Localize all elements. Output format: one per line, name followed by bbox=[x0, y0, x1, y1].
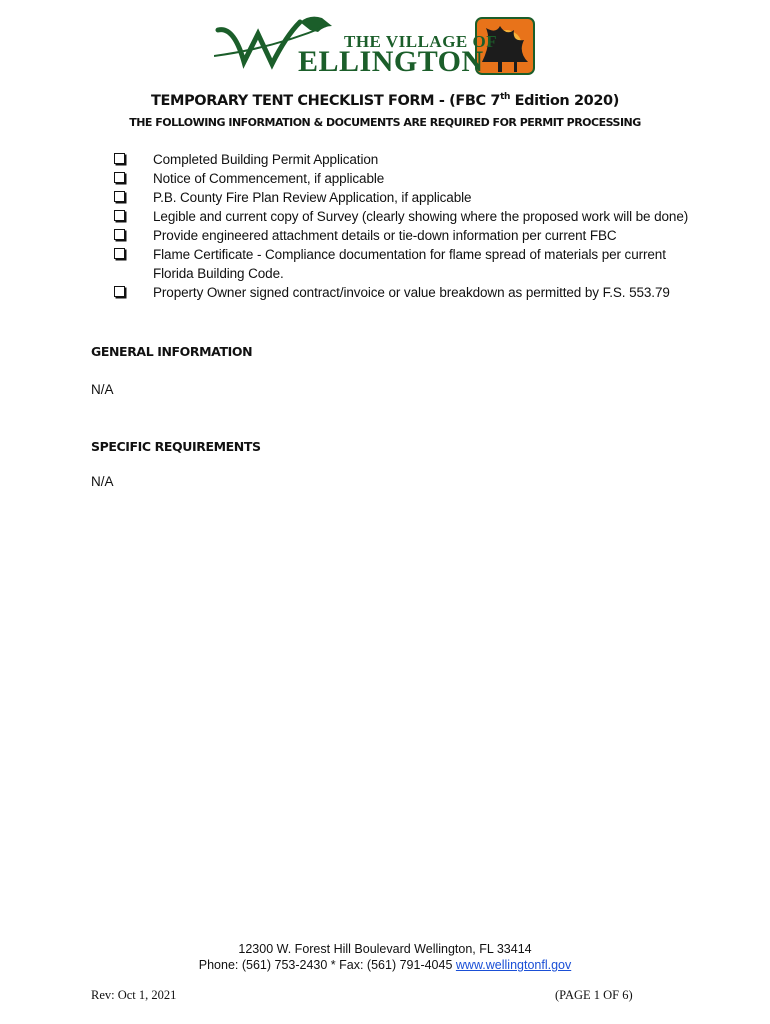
specific-requirements-body: N/A bbox=[91, 474, 114, 489]
form-subtitle: THE FOLLOWING INFORMATION & DOCUMENTS ARE REQUIRED FOR PERMIT PROCESSING bbox=[129, 116, 641, 129]
general-information-heading: GENERAL INFORMATION bbox=[91, 344, 253, 359]
checkbox-icon[interactable] bbox=[114, 286, 125, 297]
form-title bbox=[0, 92, 770, 109]
footer-phone-fax: Phone: (561) 753-2430 * Fax: (561) 791-4045 bbox=[198, 958, 456, 972]
checklist-item bbox=[112, 169, 692, 188]
checklist-item bbox=[112, 226, 692, 245]
checkbox-icon[interactable] bbox=[114, 248, 125, 259]
checklist-item bbox=[112, 283, 692, 302]
title-sup: th bbox=[500, 92, 511, 102]
checklist-item bbox=[112, 207, 692, 226]
requirements-checklist bbox=[112, 150, 692, 302]
checklist-item-label: Provide engineered attachment details or tie-down information per current FBC bbox=[153, 228, 617, 243]
checklist-item-label: Completed Building Permit Application bbox=[153, 152, 379, 167]
checklist-item-label: Flame Certificate - Compliance documentation for flame spread of materials per current Florida Building Code. bbox=[153, 247, 666, 281]
checklist-item-label: Legible and current copy of Survey (clearly showing where the proposed work will be done) bbox=[153, 209, 689, 224]
page-number: (PAGE 1 OF 6) bbox=[555, 988, 633, 1002]
website-link[interactable]: www.wellingtonfl.gov bbox=[455, 958, 572, 972]
checkbox-icon[interactable] bbox=[114, 229, 125, 240]
checkbox-icon[interactable] bbox=[114, 172, 125, 183]
checklist-item bbox=[112, 245, 692, 283]
checkbox-icon[interactable] bbox=[114, 210, 125, 221]
checkbox-icon[interactable] bbox=[114, 153, 125, 164]
checkbox-icon[interactable] bbox=[114, 191, 125, 202]
checklist-item bbox=[112, 188, 692, 207]
checklist-item bbox=[112, 150, 692, 169]
footer-address: 12300 W. Forest Hill Boulevard Wellington, FL 33414 bbox=[238, 942, 532, 956]
checklist-item-label: P.B. County Fire Plan Review Application, if applicable bbox=[153, 190, 472, 205]
specific-requirements-heading: SPECIFIC REQUIREMENTS bbox=[91, 439, 261, 454]
village-logo bbox=[214, 12, 538, 78]
checklist-item-label: Property Owner signed contract/invoice or value breakdown as permitted by F.S. 553.79 bbox=[153, 285, 670, 300]
title-suffix: Edition 2020) bbox=[510, 92, 619, 109]
logo-the-village-of: THE VILLAGE OF bbox=[344, 32, 498, 51]
general-information-body: N/A bbox=[91, 382, 114, 397]
title-prefix: TEMPORARY TENT CHECKLIST FORM - (FBC 7 bbox=[151, 92, 501, 109]
revision-date: Rev: Oct 1, 2021 bbox=[91, 988, 177, 1002]
checklist-item-label: Notice of Commencement, if applicable bbox=[153, 171, 385, 186]
footer-contact bbox=[0, 958, 770, 972]
logo-wellington: ELLINGTON bbox=[298, 45, 484, 78]
